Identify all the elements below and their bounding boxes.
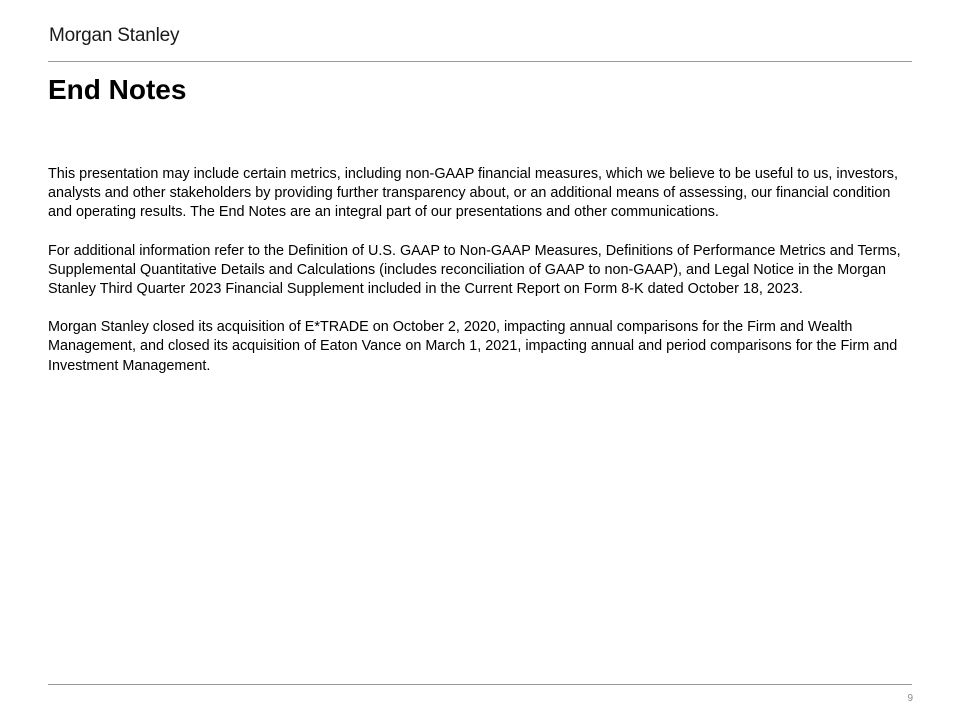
end-notes-body [48, 165, 914, 395]
footer-divider [48, 684, 912, 685]
header-divider [48, 61, 912, 62]
page-number: 9 [907, 693, 913, 704]
page-title: End Notes [48, 74, 187, 105]
company-logo: Morgan Stanley [49, 25, 180, 46]
paragraph-non-gaap-metrics: This presentation may include certain metrics, including non-GAAP financial measures, which we believe to be useful to us, investors, analysts and other stakeholders by providing further transparency about, or an additional means of assessing, our financial condition and operating results. The End Notes are an integral part of our presentations and other communications. [48, 166, 899, 221]
paragraph-additional-information: For additional information refer to the Definition of U.S. GAAP to Non-GAAP Measures, Definitions of Performance Metrics and Terms, Supplemental Quantitative Details and Calculations (includes reconciliation of GAAP to non-GAAP), and Legal Notice in the Morgan Stanley Third Quarter 2023 Financial Supplement included in the Current Report on Form 8-K dated October 18, 2023. [48, 242, 901, 298]
paragraph-acquisitions: Morgan Stanley closed its acquisition of E*TRADE on October 2, 2020, impacting annual comparisons for the Firm and Wealth Management, and closed its acquisition of Eaton Vance on March 1, 2021, impacting annual and period comparisons for the Firm and Investment Management. [48, 319, 898, 374]
